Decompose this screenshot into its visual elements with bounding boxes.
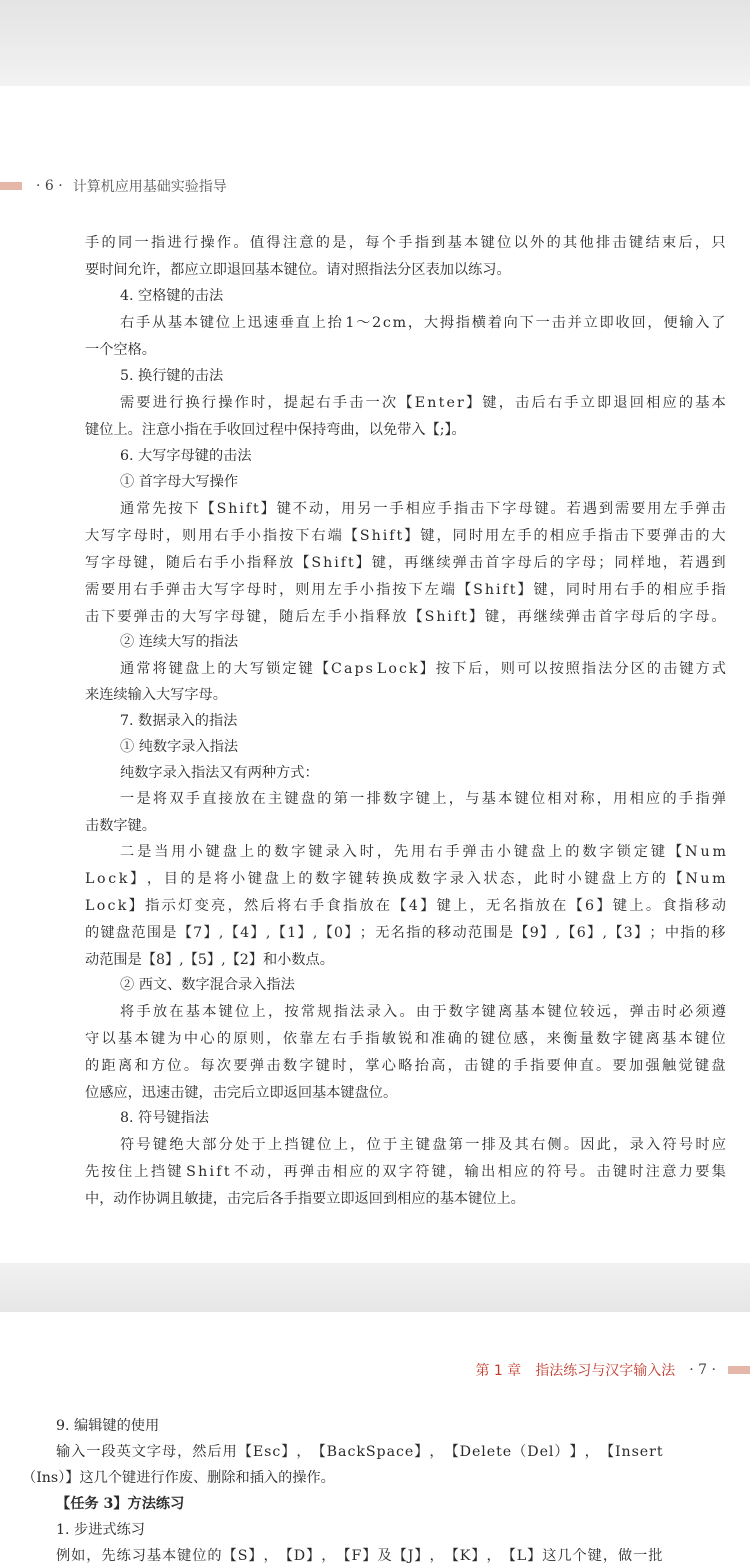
page-6 (0, 86, 750, 1263)
text-line: 一 是 将 双 手 直 接 放 在 主 键 盘 的 第 一 排 数 字 键 上 ， 与 基 本 键 位 相 对 称 ， 用 相 应 的 手 指 弹 (120, 791, 726, 807)
text-line: 一个空格。 (85, 342, 156, 358)
text-line: 中，动作协调且敏捷，击完后各手指要立即返回到相应的基本键位上。 (85, 1191, 525, 1207)
text-line: 要时间允许，都应立即退回基本键位。请对照指法分区表加以练习。 (85, 262, 511, 278)
text-line: 二 是 当 用 小 键 盘 上 的 数 字 键 录 入 时 ， 先 用 右 手 弹 击 小 键 盘 上 的 数 字 锁 定 键 【 N u m (120, 844, 726, 860)
book-title: 计算机应用基础实验指导 (72, 179, 227, 195)
text-line: 动范围是【8】,【5】,【2】和小数点。 (85, 952, 334, 968)
text-line: ② 西文、数字混合录入指法 (120, 977, 295, 993)
text-line: 右 手 从 基 本 键 位 上 迅 速 垂 直 上 抬 1 ～ 2 c m ， 大 拇 指 横 着 向 下 一 击 并 立 即 收 回 ， 便 输 入 了 (120, 315, 726, 331)
scan-top-margin (0, 0, 750, 86)
text-line: 通 常 先 按 下 【 S h i f t 】 键 不 动 ， 用 另 一 手 相 应 手 指 击 下 字 母 键 。 若 遇 到 需 要 用 左 手 弹 击 (120, 501, 726, 517)
text-line: 1. 步进式练习 (56, 1522, 145, 1538)
page-7 (0, 1312, 750, 1564)
text-line: 4. 空格键的击法 (120, 288, 224, 304)
text-line: 来连续输入大写字母。 (85, 687, 227, 703)
text-line: 符 号 键 绝 大 部 分 处 于 上 挡 键 位 上 ， 位 于 主 键 盘 第 一 排 及 其 右 侧 。 因 此 ， 录 入 符 号 时 应 (120, 1137, 726, 1153)
text-line: 的 键 盘 范 围 是 【 7 】 , 【 4 】 , 【 1 】 , 【 0 】 ； 无 名 指 的 移 动 范 围 是 【 9 】 , 【 6 】 , 【 3 】 ； 中 指 的 移 (85, 925, 726, 941)
text-line: 通 常 将 键 盘 上 的 大 写 锁 定 键 【 C a p s L o c k 】 按 下 后 ， 则 可 以 按 照 指 法 分 区 的 击 键 方 式 (120, 661, 726, 677)
text-line: 8. 符号键指法 (120, 1110, 209, 1126)
text-line: 击 下 要 弹 击 的 大 写 字 母 键 ， 随 后 左 手 小 指 释 放 【 S h i f t 】 键 ， 再 继 续 弹 击 首 字 母 后 的 字 母 。 (85, 609, 726, 625)
text-line: （Ins）】这几个键进行作废、删除和插入的操作。 (22, 1470, 335, 1486)
text-line: 【任务 3】方法练习 (56, 1496, 185, 1512)
text-line: 击数字键。 (85, 818, 156, 834)
header-accent-bar (728, 1366, 750, 1374)
text-line: ② 连续大写的指法 (120, 634, 239, 650)
text-line: 7. 数据录入的指法 (120, 713, 238, 729)
text-line: 例 如 ， 先 练 习 基 本 键 位 的 【 S 】 ， 【 D 】 ， 【 F 】 及 【 J 】 ， 【 K 】 ， 【 L 】 这 几 个 键 ， 做 一 批 (56, 1548, 663, 1564)
text-line: 键位上。注意小指在手收回过程中保持弯曲，以免带入【;】。 (85, 422, 466, 438)
header-accent-bar (0, 182, 22, 190)
text-line: 手 的 同 一 指 进 行 操 作 。 值 得 注 意 的 是 ， 每 个 手 指 到 基 本 键 位 以 外 的 其 他 排 击 键 结 束 后 ， 只 (85, 235, 726, 251)
text-line: 将 手 放 在 基 本 键 位 上 ， 按 常 规 指 法 录 入 。 由 于 数 字 键 离 基 本 键 位 较 远 ， 弹 击 时 必 须 遵 (120, 1004, 726, 1020)
text-line: L o c k 】 指 示 灯 变 亮 ， 然 后 将 右 手 食 指 放 在 【 4 】 键 上 ， 无 名 指 放 在 【 6 】 键 上 。 食 指 移 动 (85, 898, 726, 914)
text-line: 输 入 一 段 英 文 字 母 ， 然 后 用 【 E s c 】 ， 【 B a c k S p a c e 】 ， 【 D e l e t e （ D e l ） 】 ， 【 I n s e r t (56, 1444, 663, 1460)
text-line: 9. 编辑键的使用 (56, 1418, 160, 1434)
text-line: ① 首字母大写操作 (120, 474, 239, 490)
text-line: 5. 换行键的击法 (120, 368, 224, 384)
page-number: · 6 · (36, 178, 63, 194)
text-line: ① 纯数字录入指法 (120, 739, 239, 755)
text-line: 守 以 基 本 键 为 中 心 的 原 则 ， 依 靠 左 右 手 指 敏 锐 和 准 确 的 键 位 感 ， 来 衡 量 数 字 键 离 基 本 键 位 (85, 1031, 726, 1047)
page-number: · 7 · (689, 1362, 716, 1378)
text-line: L o c k 】 ， 目 的 是 将 小 键 盘 上 的 数 字 键 转 换 成 数 字 录 入 状 态 ， 此 时 小 键 盘 上 方 的 【 N u m (85, 871, 726, 887)
chapter-title: 第 1 章 指法练习与汉字输入法 (475, 1363, 676, 1379)
page-header (475, 1360, 750, 1380)
text-line: 写 字 母 键 ， 随 后 右 手 小 指 释 放 【 S h i f t 】 键 ， 再 继 续 弹 击 首 字 母 后 的 字 母 ； 同 样 地 ， 若 遇 到 (85, 555, 726, 571)
page-header (0, 176, 227, 196)
text-line: 需 要 进 行 换 行 操 作 时 ， 提 起 右 手 击 一 次 【 E n t e r 】 键 ， 击 后 右 手 立 即 退 回 相 应 的 基 本 (120, 395, 726, 411)
text-line: 6. 大写字母键的击法 (120, 448, 252, 464)
text-line: 纯数字录入指法又有两种方式： (120, 765, 319, 781)
text-line: 需 要 用 右 手 弹 击 大 写 字 母 时 ， 则 用 左 手 小 指 按 下 左 端 【 S h i f t 】 键 ， 同 时 用 右 手 的 相 应 手 指 (85, 582, 726, 598)
page-gap (0, 1263, 750, 1312)
text-line: 的 距 离 和 方 位 。 每 次 要 弹 击 数 字 键 时 ， 掌 心 略 抬 高 ， 击 键 的 手 指 要 伸 直 。 要 加 强 触 觉 键 盘 (85, 1058, 726, 1074)
text-line: 位感应，迅速击键，击完后立即返回基本键盘位。 (85, 1085, 398, 1101)
text-line: 先 按 住 上 挡 键 S h i f t 不 动 ， 再 弹 击 相 应 的 双 字 符 键 ， 输 出 相 应 的 符 号 。 击 键 时 注 意 力 要 集 (85, 1164, 726, 1180)
text-line: 大 写 字 母 时 ， 则 用 右 手 小 指 按 下 右 端 【 S h i f t 】 键 ， 同 时 用 左 手 的 相 应 手 指 击 下 要 弹 击 的 大 (85, 528, 726, 544)
